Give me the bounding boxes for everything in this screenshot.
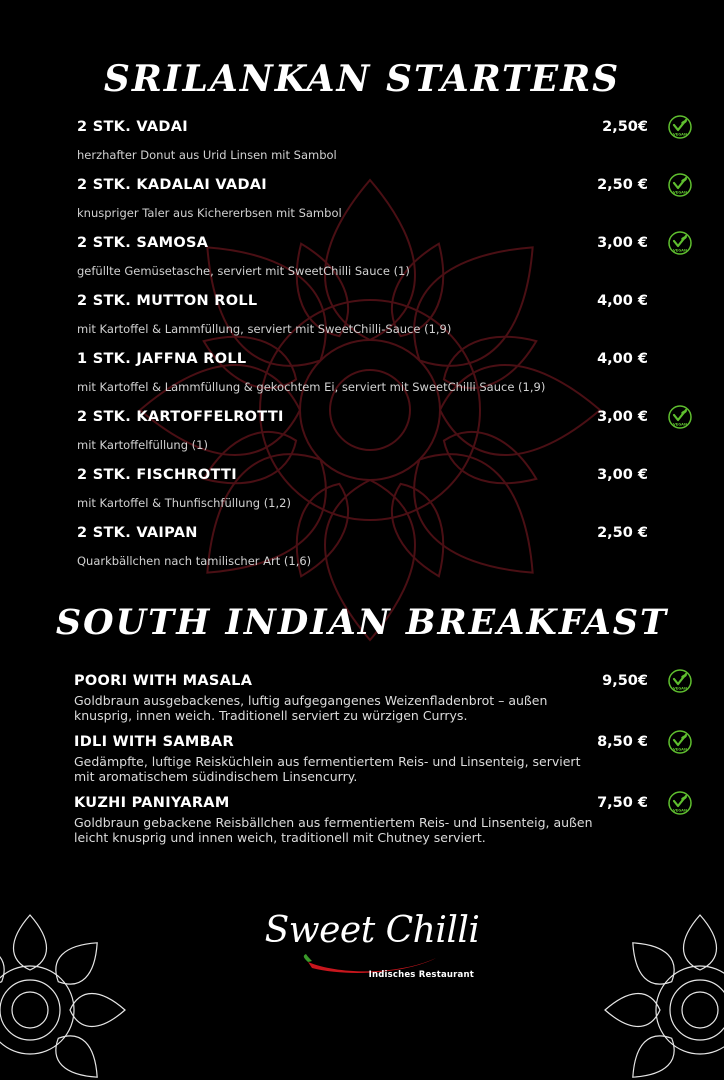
menu-item-price: 3,00 € — [597, 467, 648, 483]
menu-item-price: 3,00 € — [597, 409, 648, 425]
menu-item-name: 2 STK. KARTOFFELROTTI — [77, 409, 284, 425]
menu-item-description: Goldbraun gebackene Reisbällchen aus fermentiertem Reis- und Linsenteig, außen leicht knusprig und innen weich, traditionell mit Chutney serviert. — [74, 815, 593, 845]
menu-item-description: gefüllte Gemüsetasche, serviert mit SweetChilli Sauce (1) — [77, 264, 410, 278]
menu-item-price: 4,00 € — [597, 351, 648, 367]
menu-item-description: Goldbraun ausgebackenes, luftig aufgegangenes Weizenfladenbrot – außen knusprig, innen weich. Traditionell serviert zu würzigen Currys. — [74, 693, 548, 723]
vegan-badge-icon — [668, 730, 692, 754]
svg-text:VEGAN: VEGAN — [673, 248, 687, 253]
corner-ornament-left-icon — [0, 880, 160, 1080]
vegan-badge-icon — [668, 669, 692, 693]
restaurant-logo — [262, 910, 482, 990]
menu-item-name: KUZHI PANIYARAM — [74, 795, 230, 811]
svg-text:VEGAN: VEGAN — [673, 132, 687, 137]
menu-item-description: herzhafter Donut aus Urid Linsen mit Sambol — [77, 148, 337, 162]
menu-item-price: 2,50 € — [597, 525, 648, 541]
menu-item-description: mit Kartoffel & Lammfüllung & gekochtem Ei, serviert mit SweetChilli Sauce (1,9) — [77, 380, 546, 394]
menu-item-name: POORI WITH MASALA — [74, 673, 253, 689]
vegan-badge-icon — [668, 231, 692, 255]
vegan-badge-icon — [668, 405, 692, 429]
vegan-badge-icon — [668, 791, 692, 815]
menu-item-price: 8,50 € — [597, 734, 648, 750]
menu-item-name: 1 STK. JAFFNA ROLL — [77, 351, 247, 367]
menu-item-price: 7,50 € — [597, 795, 648, 811]
menu-item-name: 2 STK. KADALAI VADAI — [77, 177, 267, 193]
section-title-breakfast: SOUTH INDIAN BREAKFAST — [55, 602, 669, 643]
vegan-badge-icon — [668, 115, 692, 139]
menu-item-description: mit Kartoffel & Lammfüllung, serviert mit SweetChilli-Sauce (1,9) — [77, 322, 452, 336]
svg-text:VEGAN: VEGAN — [673, 686, 687, 691]
menu-item-price: 3,00 € — [597, 235, 648, 251]
menu-item-description: knuspriger Taler aus Kichererbsen mit Sambol — [77, 206, 342, 220]
menu-item-description: Quarkbällchen nach tamilischer Art (1,6) — [77, 554, 312, 568]
svg-text:VEGAN: VEGAN — [673, 747, 687, 752]
svg-text:VEGAN: VEGAN — [673, 190, 687, 195]
menu-item-name: 2 STK. MUTTON ROLL — [77, 293, 258, 309]
svg-text:VEGAN: VEGAN — [673, 808, 687, 813]
menu-item-name: IDLI WITH SAMBAR — [74, 734, 234, 750]
menu-item-price: 2,50 € — [597, 177, 648, 193]
section-title-starters: SRILANKAN STARTERS — [103, 58, 621, 100]
menu-item-name: 2 STK. VADAI — [77, 119, 188, 135]
menu-item-description: mit Kartoffelfüllung (1) — [77, 438, 208, 452]
vegan-badge-icon — [668, 173, 692, 197]
menu-item-price: 4,00 € — [597, 293, 648, 309]
menu-item-name: 2 STK. FISCHROTTI — [77, 467, 237, 483]
svg-text:VEGAN: VEGAN — [673, 422, 687, 427]
menu-item-description: mit Kartoffel & Thunfischfüllung (1,2) — [77, 496, 291, 510]
menu-item-price: 9,50€ — [602, 673, 648, 689]
menu-item-price: 2,50€ — [602, 119, 648, 135]
menu-item-name: 2 STK. SAMOSA — [77, 235, 209, 251]
menu-item-description: Gedämpfte, luftige Reisküchlein aus fermentiertem Reis- und Linsenteig, serviert mit aromatischem südindischem Linsencurry. — [74, 754, 581, 784]
logo-subtitle: Indisches Restaurant — [368, 970, 474, 980]
menu-item-name: 2 STK. VAIPAN — [77, 525, 198, 541]
corner-ornament-right-icon — [570, 880, 724, 1080]
logo-wordmark: Sweet Chilli — [264, 910, 480, 951]
